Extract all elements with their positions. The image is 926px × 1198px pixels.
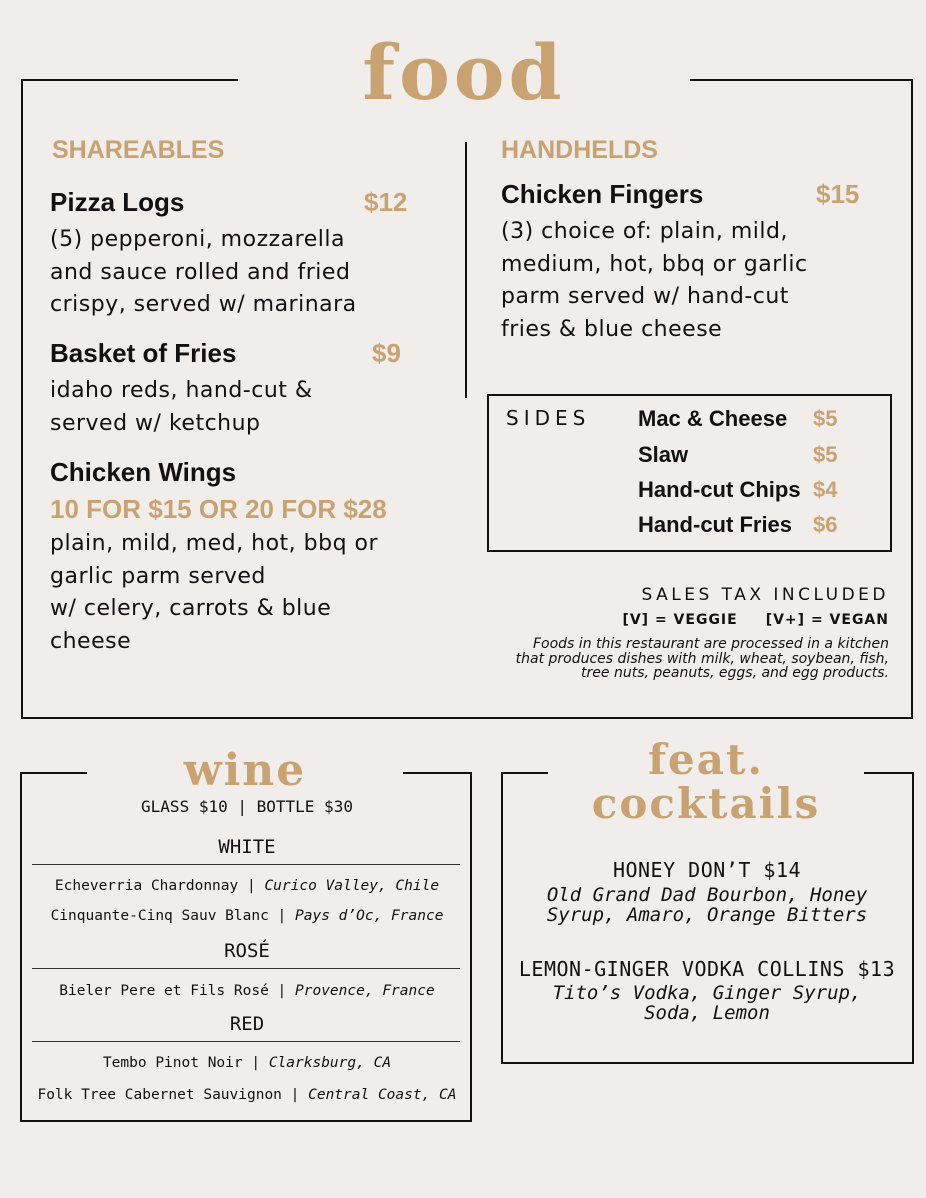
- wine-list-item: Folk Tree Cabernet Sauvignon | Central Coast, CA: [37, 1087, 457, 1103]
- side-item-name: Slaw: [638, 442, 689, 467]
- side-item-price: $5: [813, 442, 838, 467]
- menu-item-price: $15: [816, 179, 860, 209]
- menu-item-name: Basket of Fries: [50, 338, 237, 368]
- menu-item-description: (3) choice of: plain, mild, medium, hot, bbq or garlic parm served w/ hand-cut fries & blue cheese: [501, 219, 808, 342]
- sides-label: SIDES: [506, 406, 591, 430]
- side-item-price: $6: [813, 512, 838, 537]
- handhelds-heading: HANDHELDS: [501, 136, 658, 164]
- side-item-price: $5: [813, 406, 838, 431]
- side-item-name: Hand-cut Chips: [638, 477, 801, 502]
- side-item-price: $4: [813, 477, 838, 502]
- column-divider: [465, 142, 467, 398]
- wine-pricing: GLASS $10 | BOTTLE $30: [141, 797, 353, 816]
- cocktail-description: Tito’s Vodka, Ginger Syrup, Soda, Lemon: [552, 982, 862, 1024]
- menu-item-description: idaho reds, hand-cut & served w/ ketchup: [50, 378, 313, 436]
- wine-list-item: Bieler Pere et Fils Rosé | Provence, France: [59, 983, 435, 999]
- wine-section-heading: WHITE: [218, 836, 276, 858]
- allergen-note: Foods in this restaurant are processed in a kitchen that produces dishes with milk, wheat, soybean, fish, tree nuts, peanuts, eggs, and egg products.: [515, 636, 889, 681]
- menu-item-description: (5) pepperoni, mozzarella and sauce rolled and fried crispy, served w/ marinara: [50, 227, 357, 317]
- wine-list-item: Cinquante-Cinq Sauv Blanc | Pays d’Oc, France: [50, 908, 444, 924]
- menu-item-price: $9: [372, 338, 401, 368]
- menu-item-description: plain, mild, med, hot, bbq or garlic parm served w/ celery, carrots & blue cheese: [50, 531, 379, 654]
- vegan-legend: [V+] = VEGAN: [765, 612, 889, 628]
- side-item-name: Hand-cut Fries: [638, 512, 793, 537]
- diet-legend: [622, 612, 889, 628]
- wine-section-heading: ROSÉ: [224, 940, 270, 962]
- menu-item-price: $12: [364, 187, 408, 217]
- menu-item-name: Chicken Wings: [50, 457, 237, 487]
- cocktails-title: feat. cocktails: [591, 735, 821, 828]
- veggie-legend: [V] = VEGGIE: [622, 612, 738, 628]
- menu-item-price: 10 FOR $15 OR 20 FOR $28: [50, 494, 387, 524]
- wine-title: wine: [183, 745, 307, 796]
- menu-item-name: Pizza Logs: [50, 187, 185, 217]
- menu-item-name: Chicken Fingers: [501, 179, 704, 209]
- side-item-name: Mac & Cheese: [638, 406, 788, 431]
- shareables-heading: SHAREABLES: [52, 136, 225, 164]
- sales-tax-note: SALES TAX INCLUDED: [641, 585, 889, 605]
- cocktail-name: HONEY DON’T $14: [612, 858, 802, 882]
- food-title: food: [362, 28, 566, 117]
- wine-section-heading: RED: [229, 1013, 265, 1035]
- wine-list-item: Tembo Pinot Noir | Clarksburg, CA: [102, 1055, 392, 1071]
- cocktail-description: Old Grand Dad Bourbon, Honey Syrup, Amaro, Orange Bitters: [546, 884, 868, 926]
- wine-list-item: Echeverria Chardonnay | Curico Valley, Chile: [54, 878, 440, 894]
- cocktail-name: LEMON-GINGER VODKA COLLINS $13: [518, 957, 896, 981]
